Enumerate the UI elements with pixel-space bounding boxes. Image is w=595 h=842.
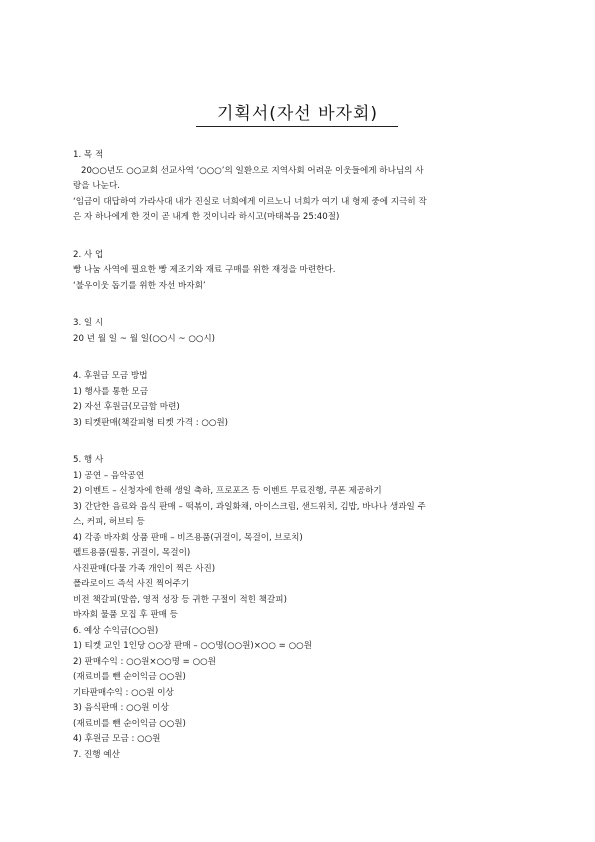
body-line: 폴라로이드 즉석 사진 찍어주기 — [73, 579, 190, 589]
body-line: 3) 음식판매 : ○○원 이상 — [73, 703, 169, 713]
body-line: 사진판매(다물 가족 개인이 찍은 사진) — [73, 563, 216, 574]
document-body — [73, 148, 543, 763]
section-revenue — [73, 624, 543, 748]
section-heading: 6. 예상 수익금(○○원) — [73, 625, 159, 636]
body-line: 2) 판매수익 : ○○원×○○명 = ○○원 — [73, 656, 216, 667]
section-heading: 3. 일 시 — [73, 318, 104, 328]
section-fundraising — [73, 369, 543, 431]
body-line: 4) 각종 바자회 상품 판매 – 비즈용품(귀걸이, 목걸이, 브로치) — [73, 532, 303, 543]
body-line: 1) 공연 – 음악공연 — [73, 470, 145, 481]
title-underline — [196, 126, 398, 127]
body-line: (재료비를 뺀 순이익금 ○○원) — [73, 718, 186, 729]
body-line: 3) 간단한 음료와 음식 판매 – 떡볶이, 과일화채, 아이스크림, 샌드위치, 김밥, 바나나 생과일 주 — [73, 501, 426, 512]
section-heading: 2. 사 업 — [73, 249, 104, 260]
section-purpose — [73, 148, 543, 226]
document-title: 기획서(자선 바자회) — [216, 104, 379, 124]
body-line: 펠트용품(필통, 귀걸이, 목걸이) — [73, 548, 191, 558]
body-line: 4) 후원금 모금 : ○○원 — [73, 734, 161, 744]
section-events — [73, 453, 543, 624]
body-line: ‘불우이웃 돕기를 위한 자선 바자회’ — [73, 280, 206, 291]
body-line: 바자회 물품 모집 후 판매 등 — [73, 610, 178, 620]
body-line: 20 년 월 일 ~ 월 일(○○시 ~ ○○시) — [73, 333, 216, 344]
body-line: 1) 티켓 교인 1인당 ○○장 판매 – ○○명(○○원)×○○ = ○○원 — [73, 641, 312, 651]
body-line: (재료비를 뺀 순이익금 ○○원) — [73, 672, 186, 682]
body-line: 빵 나눔 사역에 필요한 빵 제조기와 재료 구매를 위한 재정을 마련한다. — [73, 265, 336, 275]
body-line: 2) 이벤트 – 신청자에 한해 생일 축하, 프로포즈 등 이벤트 무료진행, 쿠폰 제공하기 — [73, 486, 382, 496]
body-line: 2) 자선 후원금(모금함 마련) — [73, 402, 180, 412]
body-line: 1) 행사를 통한 모금 — [73, 386, 149, 397]
section-heading: 7. 진행 예산 — [73, 749, 120, 760]
body-line: 3) 티켓판매(책갈피형 티켓 가격 : ○○원) — [73, 417, 228, 428]
body-line: 스, 커피, 허브티 등 — [73, 517, 145, 527]
section-budget — [73, 748, 543, 764]
section-date — [73, 316, 543, 347]
body-line: 랑을 나눈다. — [73, 181, 120, 191]
section-project — [73, 248, 543, 295]
section-heading: 1. 목 적 — [73, 150, 104, 160]
body-line: ‘임금이 대답하여 가라사대 내가 진실로 너희에게 이르노니 너희가 여기 내 형제 중에 지극히 작 — [73, 196, 427, 207]
body-line: 은 자 하나에게 한 것이 곧 내게 한 것이니라 하시고(마태복음 25:40절) — [73, 212, 340, 222]
body-line: 20○○년도 ○○교회 선교사역 ‘○○○’의 일환으로 지역사회 어려운 이웃들에게 하나님의 사 — [81, 165, 424, 176]
body-line: 기타판매수익 : ○○원 이상 — [73, 687, 174, 698]
body-line: 비전 책갈피(말씀, 영적 성장 등 귀한 구절이 적힌 책갈피) — [73, 594, 287, 605]
section-heading: 5. 행 사 — [73, 455, 104, 465]
section-heading: 4. 후원금 모금 방법 — [73, 371, 148, 381]
